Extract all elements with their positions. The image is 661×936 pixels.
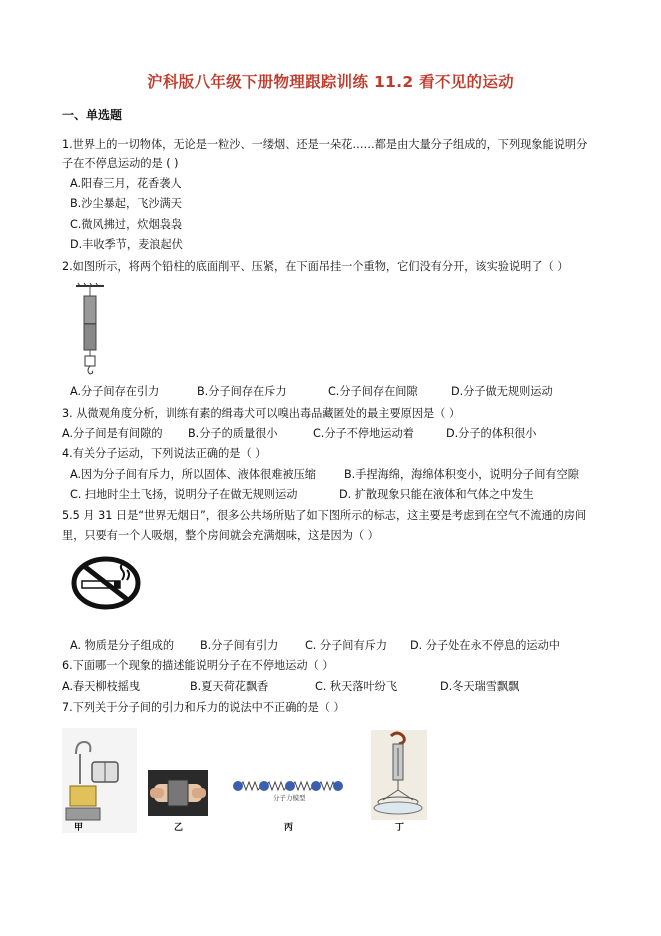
q2-option-b: B.分子间存在斥力 bbox=[197, 385, 287, 398]
figure-bing-caption: 分子力模型 bbox=[273, 794, 306, 802]
figure-label-bing: 丙 bbox=[284, 823, 294, 833]
lead-cylinder-figure bbox=[70, 282, 110, 378]
q1-option-a: A.阳春三月，花香袭人 bbox=[70, 177, 182, 190]
question-1-line-2: 子在不停息运动的是 ( ) bbox=[62, 157, 179, 170]
figure-label-ding: 丁 bbox=[395, 823, 405, 833]
figure-yi-hands-pressing bbox=[148, 770, 208, 816]
no-smoking-sign-icon bbox=[70, 556, 142, 610]
q3-option-d: D.分子的体积很小 bbox=[446, 427, 537, 440]
figure-jia-lead-cylinders bbox=[62, 728, 137, 833]
q4-option-a: A.因为分子间有斥力，所以固体、液体很难被压缩 bbox=[70, 468, 316, 481]
figure-label-jia: 甲 bbox=[74, 823, 84, 833]
question-5-line-2: 里，只要有一个人吸烟，整个房间就会充满烟味，这是因为（ ） bbox=[62, 529, 379, 542]
section-heading: 一、单选题 bbox=[62, 108, 123, 122]
figure-label-yi: 乙 bbox=[174, 823, 184, 833]
q3-option-a: A.分子间是有间隙的 bbox=[62, 427, 163, 440]
q5-option-d: D. 分子处在永不停息的运动中 bbox=[410, 639, 560, 652]
question-5-line-1: 5.5 月 31 日是“世界无烟日”，很多公共场所贴了如下图所示的标志，这主要是考虑到在空气不流通的房间 bbox=[62, 509, 587, 522]
q1-option-d: D.丰收季节，麦浪起伏 bbox=[70, 238, 183, 251]
q6-option-c: C. 秋天落叶纷飞 bbox=[315, 680, 398, 693]
q3-option-b: B.分子的质量很小 bbox=[188, 427, 278, 440]
q2-option-a: A.分子间存在引力 bbox=[70, 385, 160, 398]
q6-option-d: D.冬天瑞雪飘飘 bbox=[440, 680, 520, 693]
question-6-text: 6.下面哪一个现象的描述能说明分子在不停地运动（ ） bbox=[62, 659, 334, 672]
question-2-text: 2.如图所示，将两个铅柱的底面削平、压紧，在下面吊挂一个重物，它们没有分开，该实验说明了（ ） bbox=[62, 260, 569, 273]
q2-option-c: C.分子间存在间隙 bbox=[328, 385, 418, 398]
q6-option-a: A.春天柳枝摇曳 bbox=[62, 680, 141, 693]
figure-bing-molecular-force-model bbox=[232, 776, 344, 796]
figure-ding-spring-scale-glass bbox=[371, 730, 427, 820]
q1-option-c: C.微风拂过，炊烟袅袅 bbox=[70, 218, 183, 231]
q5-option-b: B.分子间有引力 bbox=[200, 639, 279, 652]
q6-option-b: B.夏天荷花飘香 bbox=[190, 680, 269, 693]
q5-option-a: A. 物质是分子组成的 bbox=[70, 639, 175, 652]
document-title: 沪科版八年级下册物理跟踪训练 11.2 看不见的运动 bbox=[147, 73, 514, 91]
question-3-text: 3. 从微观角度分析，训练有素的缉毒犬可以嗅出毒品藏匿处的最主要原因是（ ） bbox=[62, 407, 461, 420]
q2-option-d: D.分子做无规则运动 bbox=[451, 385, 553, 398]
q4-option-d: D. 扩散现象只能在液体和气体之中发生 bbox=[339, 488, 534, 501]
q4-option-c: C. 扫地时尘土飞扬，说明分子在做无规则运动 bbox=[70, 488, 298, 501]
q1-option-b: B.沙尘暴起，飞沙满天 bbox=[70, 197, 182, 210]
question-1-line-1: 1.世界上的一切物体，无论是一粒沙、一缕烟、还是一朵花……都是由大量分子组成的，下列现象能说明分 bbox=[62, 138, 588, 151]
q3-option-c: C.分子不停地运动着 bbox=[313, 427, 414, 440]
question-7-text: 7.下列关于分子间的引力和斥力的说法中不正确的是（ ） bbox=[62, 701, 345, 714]
question-4-text: 4.有关分子运动，下列说法正确的是（ ） bbox=[62, 447, 267, 460]
q4-option-b: B.手捏海绵，海绵体积变小，说明分子间有空隙 bbox=[344, 468, 579, 481]
q5-option-c: C. 分子间有斥力 bbox=[305, 639, 388, 652]
